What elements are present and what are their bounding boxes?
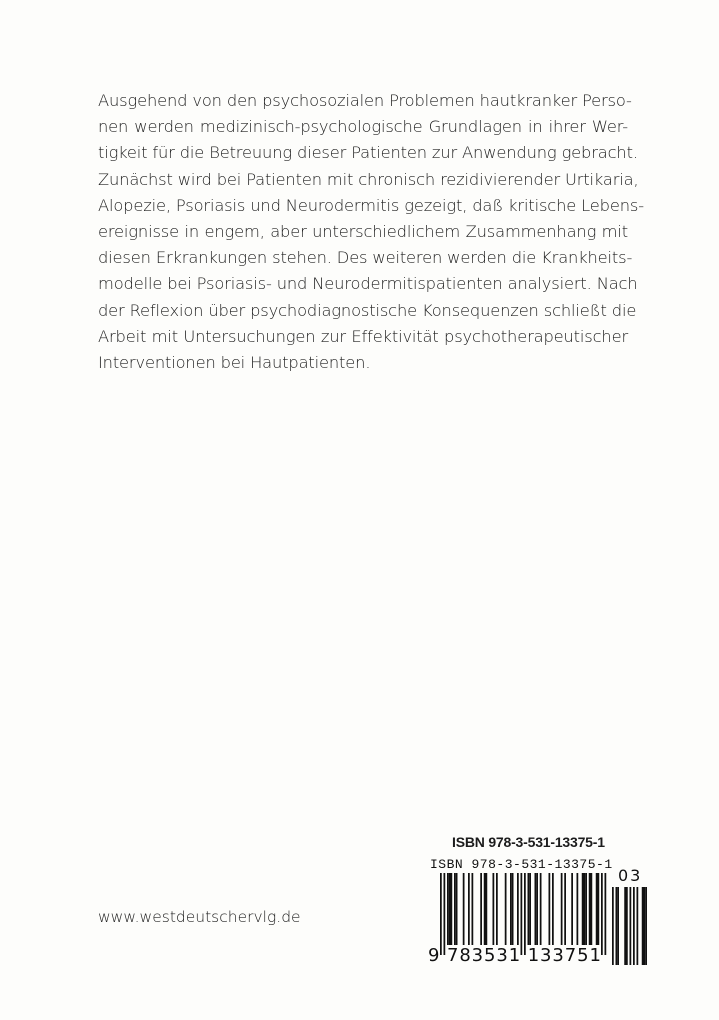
barcode-addon-bar <box>626 887 628 965</box>
barcode-bar <box>549 873 551 945</box>
barcode-bar <box>510 873 512 945</box>
barcode-addon-digits: 03 <box>618 866 643 885</box>
barcode-addon-bar <box>637 887 639 965</box>
barcode-bar <box>591 873 593 945</box>
barcode-addon-bar <box>617 887 619 965</box>
barcode-bar <box>540 873 542 945</box>
barcode-bar <box>601 873 603 955</box>
barcode-bar <box>456 873 458 945</box>
barcode-addon-bar <box>633 887 635 965</box>
barcode-digits: 9 783531 133751 <box>428 945 602 966</box>
barcode-addon-bar <box>624 887 626 965</box>
barcode-bar <box>536 873 538 945</box>
barcode-addon-bar <box>616 887 618 965</box>
barcode-bar <box>451 873 453 945</box>
barcode-bar <box>535 873 537 945</box>
blurb-line: ereignisse in engem, aber unterschiedlichem Zusammenhang mit <box>98 222 628 242</box>
barcode-bar <box>449 873 451 945</box>
barcode-bar <box>444 873 446 955</box>
barcode <box>422 857 654 971</box>
barcode-bar <box>561 873 563 945</box>
barcode-bar <box>493 873 495 945</box>
barcode-bar <box>496 873 498 945</box>
blurb-line: Zunächst wird bei Patienten mit chronisch rezidivierender Urtikaria, <box>98 169 639 189</box>
barcode-addon-bar <box>630 887 632 965</box>
barcode-bar <box>564 873 566 945</box>
barcode-bar <box>528 873 530 945</box>
barcode-bar <box>571 873 573 945</box>
barcode-addon-bar <box>612 887 614 965</box>
barcode-addon-bar <box>644 887 646 965</box>
barcode-bar <box>521 873 523 955</box>
barcode-bar <box>582 873 584 945</box>
barcode-bar <box>605 873 607 955</box>
blurb-line: Alopezie, Psoriasis und Neurodermitis gezeigt, daß kritische Lebens- <box>98 195 644 215</box>
barcode-bar <box>598 873 600 945</box>
isbn-label: ISBN 978-3-531-13375-1 <box>452 834 605 850</box>
barcode-addon-bar <box>642 887 644 965</box>
barcode-bar <box>505 873 507 945</box>
barcode-bar <box>468 873 470 945</box>
barcode-bar <box>463 873 465 945</box>
barcode-bar <box>552 873 554 945</box>
blurb-line: diesen Erkrankungen stehen. Des weiteren werden die Krankheits- <box>98 248 633 268</box>
barcode-bar <box>524 873 526 955</box>
barcode-bar <box>529 873 531 945</box>
barcode-bar <box>480 873 482 945</box>
barcode-bar <box>486 873 488 945</box>
barcode-bar <box>577 873 579 945</box>
blurb-line: Arbeit mit Untersuchungen zur Effektivität psychotherapeutischer <box>98 326 628 346</box>
publisher-website: www.westdeutschervlg.de <box>98 908 301 926</box>
barcode-isbn-text: ISBN 978-3-531-13375-1 <box>430 857 613 872</box>
blurb-line: modelle bei Psoriasis- und Neurodermitispatienten analysiert. Nach <box>98 274 638 294</box>
blurb-line: nen werden medizinisch-psychologische Grundlagen in ihrer Wer- <box>98 117 628 137</box>
barcode-bar <box>584 873 586 945</box>
blurb-line: der Reflexion über psychodiagnostische Konsequenzen schließt die <box>98 300 637 320</box>
blurb-line: Ausgehend von den psychosozialen Problemen hautkranker Perso- <box>98 91 632 110</box>
back-cover-blurb <box>98 88 644 376</box>
barcode-bar <box>447 873 449 945</box>
barcode-bar <box>589 873 591 945</box>
blurb-line: Interventionen bei Hautpatienten. <box>98 353 371 373</box>
barcode-bar <box>440 873 442 955</box>
barcode-bar <box>596 873 598 945</box>
barcode-bar <box>484 873 486 945</box>
barcode-addon-bar <box>645 887 647 965</box>
barcode-bar <box>454 873 456 945</box>
barcode-bar <box>585 873 587 945</box>
blurb-line: tigkeit für die Betreuung dieser Patienten zur Anwendung gebracht. <box>98 143 638 163</box>
barcode-bar <box>512 873 514 945</box>
barcode-bar <box>472 873 474 945</box>
barcode-bar <box>517 873 519 945</box>
